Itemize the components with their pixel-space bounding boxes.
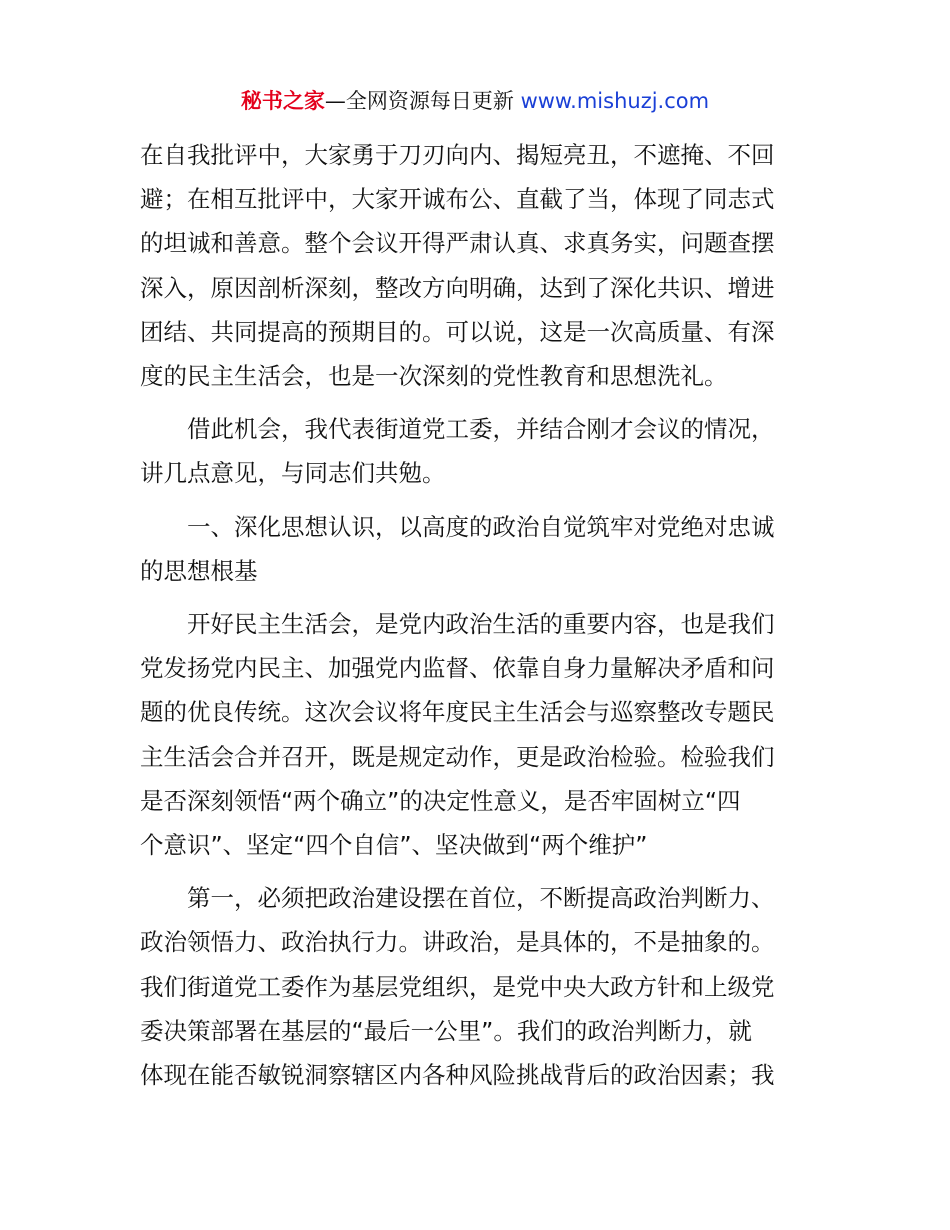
text-line: 在自我批评中，大家勇于刀刃向内、揭短亮丑，不遮掩、不回 — [140, 141, 775, 169]
paragraph — [140, 133, 815, 398]
text-line: 主生活会合并召开，既是规定动作，更是政治检验。检验我们 — [140, 742, 775, 771]
section-heading — [140, 505, 815, 593]
paragraph — [140, 407, 815, 495]
text-line: 题的优良传统。这次会议将年度民主生活会与巡察整改专题民 — [140, 698, 775, 727]
text-line: 团结、共同提高的预期目的。可以说，这是一次高质量、有深 — [140, 317, 775, 346]
text-line: 体现在能否敏锐洞察辖区内各种风险挑战背后的政治因素；我 — [140, 1061, 775, 1090]
text-line: 开好民主生活会，是党内政治生活的重要内容，也是我们 — [187, 610, 775, 639]
header-tagline: —全网资源每日更新 — [324, 89, 514, 113]
text-line: 深入，原因剖析深刻，整改方向明确，达到了深化共识、增进 — [140, 273, 775, 302]
text-line: 个意识”、坚定“四个自信”、坚决做到“两个维护” — [140, 831, 648, 860]
document-body — [140, 133, 815, 1106]
text-line: 的思想根基 — [140, 556, 258, 585]
text-line: 的坦诚和善意。整个会议开得严肃认真、求真务实，问题查摆 — [140, 229, 775, 258]
text-line: 党发扬党内民主、加强党内监督、依靠自身力量解决矛盾和问 — [140, 654, 775, 683]
text-line: 避；在相互批评中，大家开诚布公、直截了当，体现了同志式 — [140, 185, 775, 214]
text-line: 借此机会，我代表街道党工委，并结合刚才会议的情况， — [187, 415, 775, 444]
text-line: 讲几点意见，与同志们共勉。 — [140, 459, 446, 488]
text-line: 我们街道党工委作为基层党组织，是党中央大政方针和上级党 — [140, 972, 775, 1001]
text-line: 度的民主生活会，也是一次深刻的党性教育和思想洗礼。 — [140, 362, 728, 391]
text-line: 一、深化思想认识，以高度的政治自觉筑牢对党绝对忠诚 — [187, 512, 775, 541]
text-line: 是否深刻领悟“两个确立”的决定性意义，是否牢固树立“四 — [140, 786, 741, 815]
text-line: 政治领悟力、政治执行力。讲政治，是具体的，不是抽象的。 — [140, 928, 775, 957]
brand-name: 秘书之家 — [240, 89, 325, 113]
paragraph — [140, 876, 815, 1097]
text-line: 委决策部署在基层的“最后一公里”。我们的政治判断力，就 — [140, 1016, 752, 1045]
text-line: 第一，必须把政治建设摆在首位，不断提高政治判断力、 — [187, 884, 775, 913]
website-link[interactable]: www.mishuzj.com — [520, 89, 710, 113]
paragraph — [140, 602, 815, 867]
page-header — [0, 86, 950, 116]
